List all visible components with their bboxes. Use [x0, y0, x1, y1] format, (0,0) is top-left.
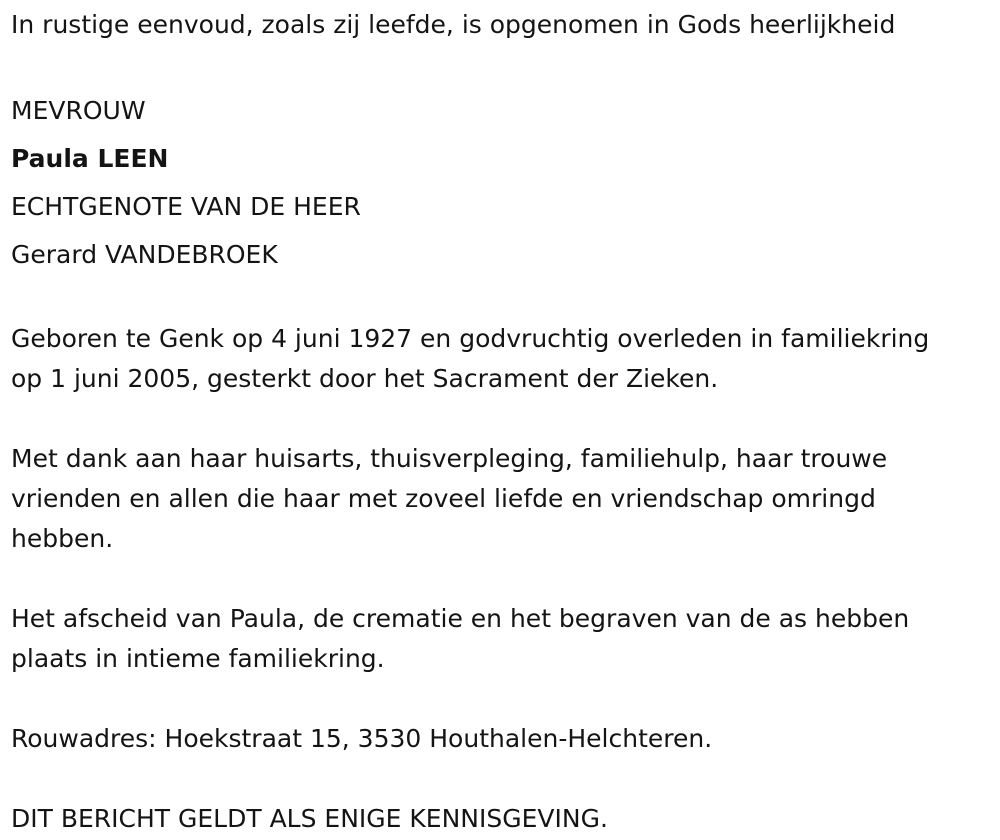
obituary-document	[11, 5, 991, 839]
paragraph-line: vrienden en allen die haar met zoveel liefde en vriendschap omringd	[11, 484, 876, 513]
notice-line: DIT BERICHT GELDT ALS ENIGE KENNISGEVING.	[11, 804, 608, 833]
spouse-prefix: ECHTGENOTE VAN DE HEER	[11, 192, 361, 221]
spacer	[11, 759, 991, 799]
birth-death-paragraph	[11, 319, 991, 399]
spacer	[11, 559, 991, 599]
paragraph-line: hebben.	[11, 524, 114, 553]
spouse-name: Gerard VANDEBROEK	[11, 240, 278, 269]
paragraph-line: Het afscheid van Paula, de crematie en het begraven van de as hebben	[11, 604, 910, 633]
intro-text: In rustige eenvoud, zoals zij leefde, is opgenomen in Gods heerlijkheid	[11, 10, 896, 39]
title-prefix: MEVROUW	[11, 96, 146, 125]
address-paragraph	[11, 719, 991, 759]
notice-paragraph	[11, 799, 991, 839]
address-line: Rouwadres: Hoekstraat 15, 3530 Houthalen-Helchteren.	[11, 724, 713, 753]
spacer	[11, 279, 991, 319]
paragraph-line: op 1 juni 2005, gesterkt door het Sacrament der Zieken.	[11, 364, 719, 393]
spacer	[11, 45, 991, 87]
spacer	[11, 399, 991, 439]
paragraph-line: Geboren te Genk op 4 juni 1927 en godvruchtig overleden in familiekring	[11, 324, 930, 353]
thanks-paragraph	[11, 439, 991, 559]
deceased-name: Paula LEEN	[11, 144, 169, 173]
paragraph-line: plaats in intieme familiekring.	[11, 644, 385, 673]
paragraph-line: Met dank aan haar huisarts, thuisverpleging, familiehulp, haar trouwe	[11, 444, 888, 473]
spacer	[11, 679, 991, 719]
farewell-paragraph	[11, 599, 991, 679]
